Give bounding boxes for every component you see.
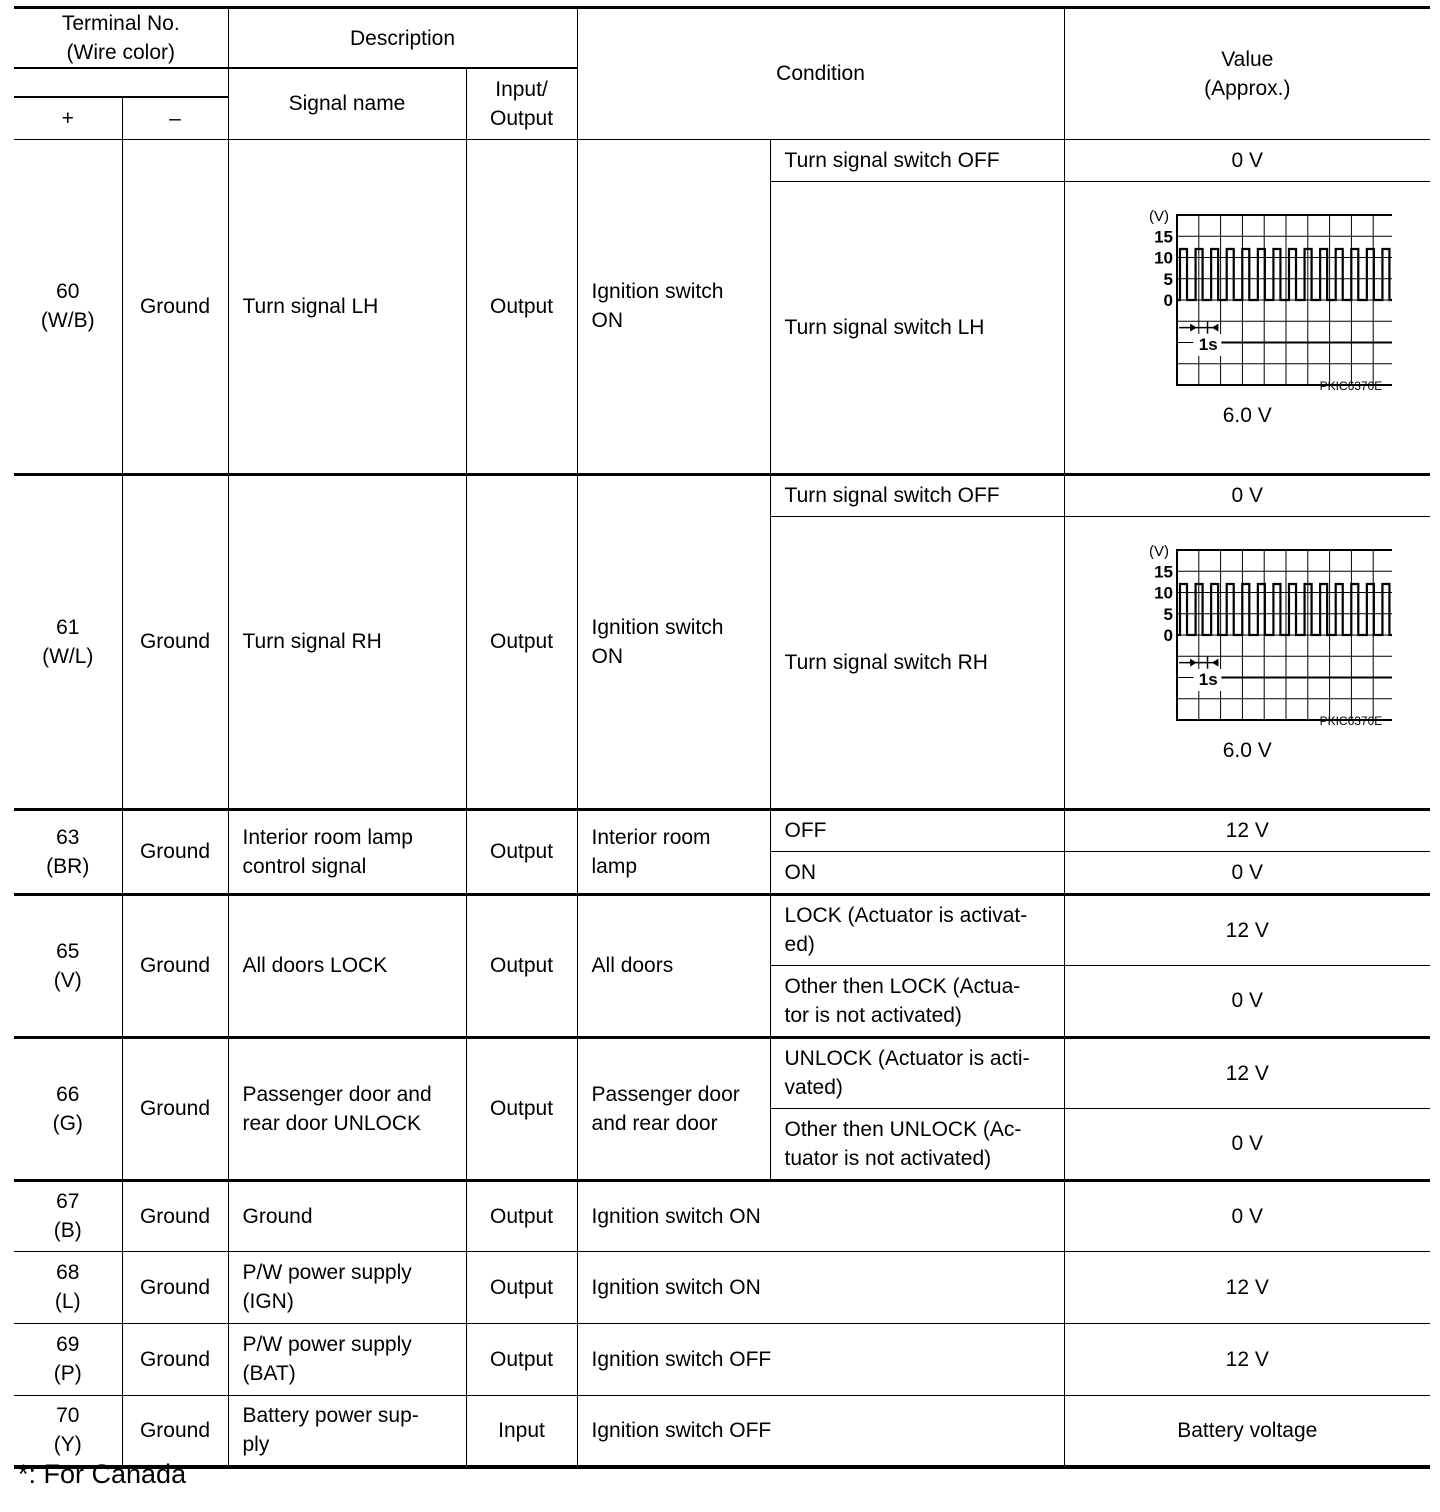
condition: Interior room lamp: [577, 809, 770, 894]
time-arrow-left-icon: [1212, 659, 1219, 667]
signal-name: Battery power sup- ply: [228, 1395, 466, 1467]
time-arrow-right-icon: [1190, 324, 1197, 332]
value: Battery voltage: [1064, 1395, 1430, 1467]
time-arrow-right-icon: [1190, 659, 1197, 667]
waveform-unit-label: (V): [1149, 543, 1170, 560]
terminal-number: 68 (L): [14, 1251, 122, 1323]
sub-condition: Turn signal switch OFF: [770, 139, 1064, 181]
signal-name-header: Signal name: [228, 68, 466, 139]
sub-condition: Turn signal switch LH: [770, 181, 1064, 474]
io-type: Output: [466, 809, 577, 894]
waveform-cell: [1064, 181, 1430, 474]
table-row: [14, 894, 1430, 965]
value: 12 V: [1064, 894, 1430, 965]
signal-name: All doors LOCK: [228, 894, 466, 1037]
figure-code: PKIC6370E: [1319, 714, 1383, 728]
table-row: [14, 474, 1430, 516]
sub-condition: ON: [770, 851, 1064, 894]
sub-condition: OFF: [770, 809, 1064, 851]
waveform-cell: [1064, 516, 1430, 809]
waveform-signal-trace: [1177, 249, 1392, 300]
terminal-ground: Ground: [122, 809, 228, 894]
io-type: Output: [466, 139, 577, 474]
io-type: Output: [466, 474, 577, 809]
value: 6.0 V: [1222, 404, 1272, 427]
terminal-ground: Ground: [122, 1323, 228, 1395]
waveform-y-tick: 0: [1163, 626, 1174, 645]
io-type: Output: [466, 894, 577, 1037]
value-header: Value (Approx.): [1064, 8, 1430, 140]
value: 0 V: [1064, 474, 1430, 516]
terminal-no-header: Terminal No. (Wire color): [14, 8, 228, 69]
table-row: [14, 1037, 1430, 1108]
condition: Ignition switch ON: [577, 1180, 1064, 1251]
value: 0 V: [1064, 1108, 1430, 1180]
value: 12 V: [1064, 1323, 1430, 1395]
io-type: Output: [466, 1323, 577, 1395]
waveform-y-tick: 5: [1163, 604, 1174, 624]
minus-header: –: [122, 97, 228, 139]
time-scale-label: 1s: [1199, 669, 1219, 689]
terminal-number: 70 (Y): [14, 1395, 122, 1467]
io-type: Output: [466, 1037, 577, 1180]
signal-name: Turn signal LH: [228, 139, 466, 474]
waveform-y-tick: 0: [1163, 291, 1174, 310]
sub-condition: Other then UNLOCK (Ac- tuator is not activated): [770, 1108, 1064, 1180]
terminal-table: [14, 6, 1430, 1469]
terminal-ground: Ground: [122, 474, 228, 809]
terminal-number: 60 (W/B): [14, 139, 122, 474]
terminal-number: 69 (P): [14, 1323, 122, 1395]
condition-header: Condition: [577, 8, 1064, 140]
terminal-ground: Ground: [122, 894, 228, 1037]
signal-name: P/W power supply (BAT): [228, 1323, 466, 1395]
terminal-ground: Ground: [122, 1395, 228, 1467]
terminal-number: 67 (B): [14, 1180, 122, 1251]
waveform-y-tick: 5: [1163, 269, 1174, 289]
terminal-number: 63 (BR): [14, 809, 122, 894]
value: 0 V: [1064, 1180, 1430, 1251]
waveform-signal-trace: [1177, 584, 1392, 635]
value: 0 V: [1064, 139, 1430, 181]
value: 0 V: [1064, 965, 1430, 1037]
terminal-ground: Ground: [122, 139, 228, 474]
condition: Passenger door and rear door: [577, 1037, 770, 1180]
value: 12 V: [1064, 809, 1430, 851]
io-type: Output: [466, 1180, 577, 1251]
table-row: [14, 1180, 1430, 1251]
figure-code: PKIC6370E: [1319, 379, 1383, 393]
terminal-ground: Ground: [122, 1180, 228, 1251]
value: 12 V: [1064, 1037, 1430, 1108]
terminal-number: 65 (V): [14, 894, 122, 1037]
time-scale-label: 1s: [1199, 334, 1219, 354]
sub-condition: Turn signal switch RH: [770, 516, 1064, 809]
terminal-ground: Ground: [122, 1251, 228, 1323]
value: 0 V: [1064, 851, 1430, 894]
io-type: Input: [466, 1395, 577, 1467]
table-row: [14, 1323, 1430, 1395]
waveform-unit-label: (V): [1149, 208, 1170, 225]
signal-name: Turn signal RH: [228, 474, 466, 809]
signal-name: Ground: [228, 1180, 466, 1251]
table-row: [14, 1395, 1430, 1467]
value: 12 V: [1064, 1251, 1430, 1323]
sub-condition: LOCK (Actuator is activat- ed): [770, 894, 1064, 965]
table-row: [14, 1251, 1430, 1323]
signal-name: Interior room lamp control signal: [228, 809, 466, 894]
time-arrow-left-icon: [1212, 324, 1219, 332]
sub-condition: Other then LOCK (Actua- tor is not activated): [770, 965, 1064, 1037]
condition: Ignition switch ON: [577, 139, 770, 474]
terminal-number: 66 (G): [14, 1037, 122, 1180]
condition: Ignition switch ON: [577, 474, 770, 809]
waveform-y-tick: 15: [1154, 562, 1174, 582]
condition: All doors: [577, 894, 770, 1037]
description-header: Description: [228, 8, 577, 69]
terminal-ground: Ground: [122, 1037, 228, 1180]
value: 6.0 V: [1222, 739, 1272, 762]
condition: Ignition switch ON: [577, 1251, 1064, 1323]
waveform-y-tick: 15: [1154, 227, 1174, 247]
footnote: *: For Canada: [18, 1459, 187, 1489]
condition: Ignition switch OFF: [577, 1323, 1064, 1395]
sub-condition: UNLOCK (Actuator is acti- vated): [770, 1037, 1064, 1108]
table-row: [14, 809, 1430, 851]
plus-header: +: [14, 97, 122, 139]
waveform-chart: [1102, 532, 1392, 732]
waveform-y-tick: 10: [1154, 583, 1174, 603]
waveform-y-tick: 10: [1154, 248, 1174, 268]
terminal-number: 61 (W/L): [14, 474, 122, 809]
sub-condition: Turn signal switch OFF: [770, 474, 1064, 516]
signal-name: P/W power supply (IGN): [228, 1251, 466, 1323]
waveform-chart: [1102, 197, 1392, 397]
io-header: Input/ Output: [466, 68, 577, 139]
io-type: Output: [466, 1251, 577, 1323]
signal-name: Passenger door and rear door UNLOCK: [228, 1037, 466, 1180]
table-row: [14, 139, 1430, 181]
condition: Ignition switch OFF: [577, 1395, 1064, 1467]
